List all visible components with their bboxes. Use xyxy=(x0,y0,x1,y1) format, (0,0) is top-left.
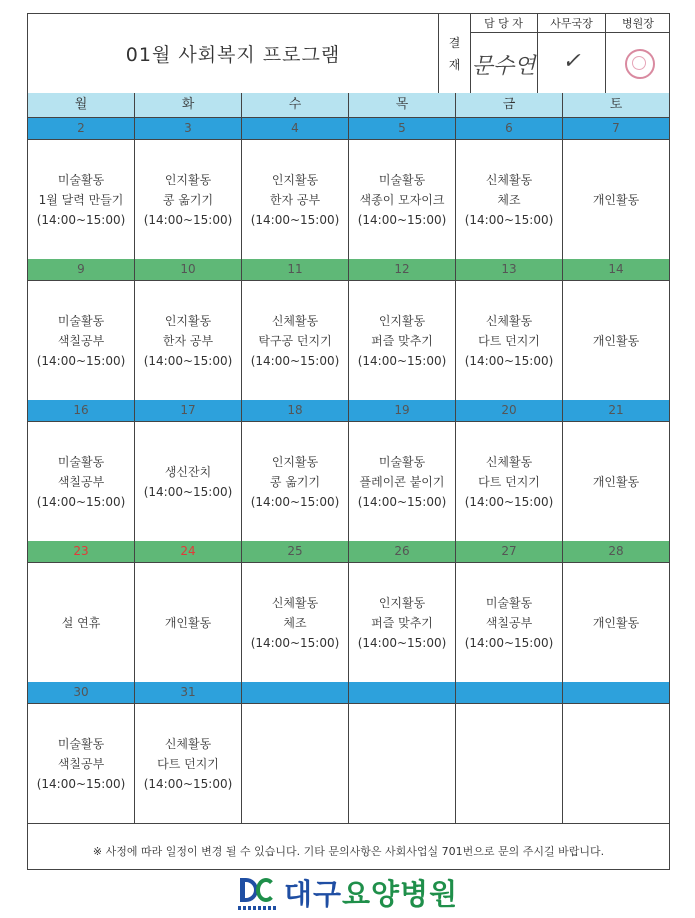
activity-line: 미술활동 xyxy=(378,172,426,187)
activity-cell xyxy=(28,422,135,541)
activity-line: 퍼즐 맞추기 xyxy=(371,615,433,630)
signature-director xyxy=(538,33,605,93)
activity-line: (14:00~15:00) xyxy=(36,776,126,791)
date-number: 31 xyxy=(135,682,242,703)
date-number: 9 xyxy=(28,259,135,280)
activity-cell xyxy=(563,563,669,682)
date-number: 4 xyxy=(242,118,349,139)
activity-cell xyxy=(349,281,456,400)
activity-cell xyxy=(28,704,135,823)
logo-text-part2: 요양병원 xyxy=(342,876,459,911)
calendar-week xyxy=(28,259,669,401)
activity-line: (14:00~15:00) xyxy=(357,635,447,650)
date-number: 3 xyxy=(135,118,242,139)
date-number xyxy=(242,682,349,703)
date-number: 18 xyxy=(242,400,349,421)
activity-line: 색칠공부 xyxy=(57,474,105,489)
approval-label-2: 재 xyxy=(448,57,461,72)
signature-text: 문수연 xyxy=(471,54,536,79)
date-number: 2 xyxy=(28,118,135,139)
activity-cell xyxy=(28,140,135,259)
activity-line: (14:00~15:00) xyxy=(464,494,554,509)
activity-line: 신체활동 xyxy=(271,595,319,610)
activity-line: (14:00~15:00) xyxy=(464,635,554,650)
date-number: 21 xyxy=(608,403,624,417)
activity-line: 한자 공부 xyxy=(162,333,214,348)
activity-line: 생신잔치 xyxy=(164,464,212,479)
activity-line: 탁구공 던지기 xyxy=(258,333,332,348)
logo-text-part1: 대구 xyxy=(284,876,343,911)
activity-line: 색칠공부 xyxy=(57,333,105,348)
date-number: 13 xyxy=(456,259,563,280)
activity-line: 다트 던지기 xyxy=(157,756,219,771)
signature-president xyxy=(606,33,670,93)
activity-line: (14:00~15:00) xyxy=(357,353,447,368)
activity-line: 인지활동 xyxy=(271,454,319,469)
activity-cell xyxy=(242,422,349,541)
activity-cell xyxy=(242,281,349,400)
activity-line: (14:00~15:00) xyxy=(143,212,233,227)
logo-text xyxy=(284,872,458,913)
dg-logo-icon xyxy=(236,874,280,910)
calendar-week xyxy=(28,118,669,260)
activity-line: 신체활동 xyxy=(164,736,212,751)
activity-line: 인지활동 xyxy=(164,172,212,187)
date-number: 25 xyxy=(242,541,349,562)
activity-cell xyxy=(28,563,135,682)
weekday-tue: 화 xyxy=(135,93,242,117)
activity-line: (14:00~15:00) xyxy=(357,212,447,227)
page-title: 01월 사회복지 프로그램 xyxy=(125,44,341,66)
activity-cell xyxy=(135,281,242,400)
activity-line: 인지활동 xyxy=(378,595,426,610)
approval-head-director: 사무국장 xyxy=(538,14,605,33)
date-number: 14 xyxy=(608,262,624,276)
activity-cell xyxy=(563,140,669,259)
weekday-fri: 금 xyxy=(456,93,563,117)
activity-row xyxy=(28,704,669,824)
seal-stamp-icon xyxy=(625,49,655,79)
activity-cell xyxy=(456,281,563,400)
activity-line: 미술활동 xyxy=(378,454,426,469)
header xyxy=(28,14,669,94)
activity-line: 퍼즐 맞추기 xyxy=(371,333,433,348)
activity-line: 미술활동 xyxy=(57,172,105,187)
weekday-header xyxy=(28,93,669,118)
activity-line: (14:00~15:00) xyxy=(36,494,126,509)
activity-cell xyxy=(135,422,242,541)
activity-line: 1월 달력 만들기 xyxy=(38,192,124,207)
date-number xyxy=(349,682,456,703)
activity-row xyxy=(28,563,669,683)
activity-line: (14:00~15:00) xyxy=(250,353,340,368)
activity-line: (14:00~15:00) xyxy=(250,212,340,227)
activity-row xyxy=(28,281,669,401)
date-number: 16 xyxy=(28,400,135,421)
activity-line: 설 연휴 xyxy=(61,615,101,630)
activity-line: 미술활동 xyxy=(485,595,533,610)
activity-line: 플레이콘 붙이기 xyxy=(359,474,445,489)
signature-manager xyxy=(470,33,537,93)
activity-line: (14:00~15:00) xyxy=(36,212,126,227)
activity-line: 색칠공부 xyxy=(485,615,533,630)
date-number: 6 xyxy=(456,118,563,139)
activity-line: 미술활동 xyxy=(57,454,105,469)
activity-line: 신체활동 xyxy=(485,313,533,328)
activity-line: 색칠공부 xyxy=(57,756,105,771)
activity-cell xyxy=(349,422,456,541)
date-number: 27 xyxy=(456,541,563,562)
activity-line: 콩 옮기기 xyxy=(269,474,321,489)
activity-line: 개인활동 xyxy=(592,615,640,630)
activity-cell xyxy=(349,140,456,259)
approval-box xyxy=(438,14,670,93)
date-number: 17 xyxy=(135,400,242,421)
activity-line: 다트 던지기 xyxy=(478,474,540,489)
date-number-row xyxy=(28,541,669,563)
date-number-row xyxy=(28,400,669,422)
notice-text: ※ 사정에 따라 일정이 변경 될 수 있습니다. 기타 문의사항은 사회사업실 701번으로 문의 주시길 바랍니다. xyxy=(92,845,605,858)
activity-row xyxy=(28,140,669,260)
activity-cell xyxy=(135,563,242,682)
weekday-wed: 수 xyxy=(242,93,349,117)
activity-line: (14:00~15:00) xyxy=(143,353,233,368)
date-number: 23 xyxy=(28,541,135,562)
date-number: 30 xyxy=(28,682,135,703)
weekday-thu: 목 xyxy=(349,93,456,117)
activity-line: 신체활동 xyxy=(485,454,533,469)
activity-cell xyxy=(563,422,669,541)
activity-line: 개인활동 xyxy=(164,615,212,630)
activity-line: 한자 공부 xyxy=(269,192,321,207)
activity-cell xyxy=(28,281,135,400)
date-number: 7 xyxy=(612,121,620,135)
activity-line: (14:00~15:00) xyxy=(250,494,340,509)
weekday-sat: 토 xyxy=(609,97,623,112)
approval-label xyxy=(439,14,471,93)
activity-line: 개인활동 xyxy=(592,192,640,207)
date-number: 20 xyxy=(456,400,563,421)
date-number-row xyxy=(28,118,669,140)
activity-row xyxy=(28,422,669,542)
date-number: 19 xyxy=(349,400,456,421)
activity-cell xyxy=(456,704,563,823)
activity-cell xyxy=(349,704,456,823)
date-number: 10 xyxy=(135,259,242,280)
activity-line: 개인활동 xyxy=(592,333,640,348)
activity-cell xyxy=(349,563,456,682)
calendar-week xyxy=(28,682,669,824)
activity-cell xyxy=(135,140,242,259)
approval-col-manager xyxy=(470,14,538,93)
activity-cell xyxy=(563,704,669,823)
activity-cell xyxy=(242,563,349,682)
date-number: 5 xyxy=(349,118,456,139)
activity-cell xyxy=(456,140,563,259)
activity-cell xyxy=(563,281,669,400)
approval-head-president: 병원장 xyxy=(606,14,670,33)
approval-col-president xyxy=(606,14,670,93)
activity-cell xyxy=(242,140,349,259)
hospital-logo xyxy=(236,873,458,911)
date-number: 11 xyxy=(242,259,349,280)
date-number: 12 xyxy=(349,259,456,280)
date-number: 26 xyxy=(349,541,456,562)
activity-cell xyxy=(135,704,242,823)
activity-cell xyxy=(456,563,563,682)
activity-line: (14:00~15:00) xyxy=(143,484,233,499)
date-number: 24 xyxy=(135,541,242,562)
approval-label-1: 결 xyxy=(448,35,461,50)
approval-head-manager: 담 당 자 xyxy=(470,14,537,33)
activity-line: 콩 옮기기 xyxy=(162,192,214,207)
schedule-sheet xyxy=(27,13,670,870)
activity-line: 미술활동 xyxy=(57,313,105,328)
activity-line: 체조 xyxy=(497,192,521,207)
activity-line: 체조 xyxy=(283,615,307,630)
weekday-mon: 월 xyxy=(28,93,135,117)
activity-line: (14:00~15:00) xyxy=(357,494,447,509)
date-number-row xyxy=(28,259,669,281)
approval-col-director xyxy=(538,14,606,93)
date-number-row xyxy=(28,682,669,704)
calendar-week xyxy=(28,400,669,542)
date-number: 28 xyxy=(608,544,624,558)
activity-line: 다트 던지기 xyxy=(478,333,540,348)
date-number xyxy=(456,682,563,703)
date-number xyxy=(563,682,669,703)
activity-line: (14:00~15:00) xyxy=(464,353,554,368)
signature-mark: ✓ xyxy=(562,49,581,74)
activity-line: (14:00~15:00) xyxy=(464,212,554,227)
activity-line: 개인활동 xyxy=(592,474,640,489)
calendar-week xyxy=(28,541,669,683)
activity-line: (14:00~15:00) xyxy=(36,353,126,368)
activity-line: 신체활동 xyxy=(271,313,319,328)
activity-line: 미술활동 xyxy=(57,736,105,751)
activity-cell xyxy=(242,704,349,823)
activity-cell xyxy=(456,422,563,541)
activity-line: 인지활동 xyxy=(271,172,319,187)
activity-line: 신체활동 xyxy=(485,172,533,187)
activity-line: (14:00~15:00) xyxy=(143,776,233,791)
activity-line: 색종이 모자이크 xyxy=(359,192,445,207)
activity-line: 인지활동 xyxy=(164,313,212,328)
activity-line: (14:00~15:00) xyxy=(250,635,340,650)
activity-line: 인지활동 xyxy=(378,313,426,328)
